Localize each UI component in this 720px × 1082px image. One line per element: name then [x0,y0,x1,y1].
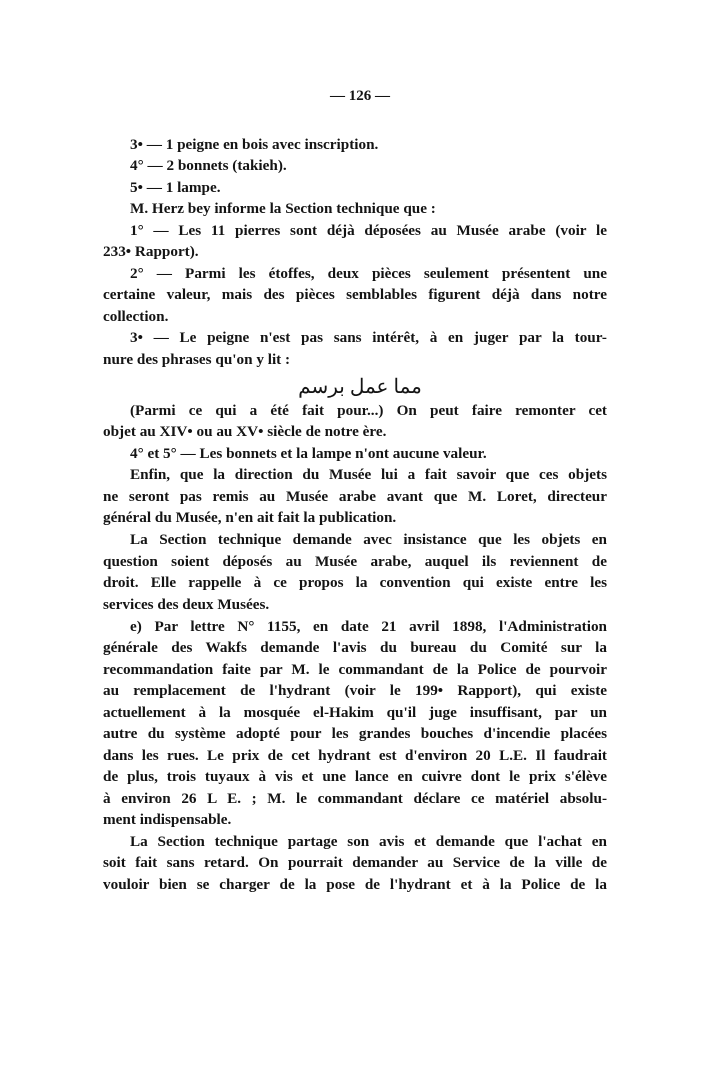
text-line: La Section technique partage son avis et demande que l'achat en [130,833,607,850]
text-line: e) Par lettre N° 1155, en date 21 avril 1898, l'Administration [130,618,607,635]
text-line: autre du système adopté pour les grandes bouches d'incendie placées [103,725,607,742]
text-line: nure des phrases qu'on y lit : [103,351,291,368]
text-line: certaine valeur, mais des pièces semblables figurent déjà dans notre [103,286,607,303]
page-number: — 126 — [330,88,390,104]
text-line: (Parmi ce qui a été fait pour...) On peut faire remonter cet [130,402,607,419]
text-line: objet au XIV• ou au XV• siècle de notre ère. [103,423,387,440]
text-line: à environ 26 L E. ; M. le commandant déclare ce matériel absolu- [103,790,607,807]
text-line: Enfin, que la direction du Musée lui a fait savoir que ces objets [130,466,607,483]
text-line: vouloir bien se charger de la pose de l'hydrant et à la Police de la [103,876,607,893]
text-line: services des deux Musées. [103,596,270,613]
text-line: 233• Rapport). [103,243,199,260]
text-line: 4° et 5° — Les bonnets et la lampe n'ont aucune valeur. [130,445,487,462]
text-line: ment indispensable. [103,811,232,828]
text-line: droit. Elle rappelle à ce propos la convention qui existe entre les [103,574,607,591]
text-line: 2° — Parmi les étoffes, deux pièces seulement présentent une [130,265,607,282]
text-line: question soient déposés au Musée arabe, auquel ils reviennent de [103,553,607,570]
text-line: au remplacement de l'hydrant (voir le 199• Rapport), qui existe [103,682,607,699]
text-line: 3• — Le peigne n'est pas sans intérêt, à en juger par la tour- [130,329,607,346]
text-line: générale des Wakfs demande l'avis du bureau du Comité sur la [103,639,607,656]
text-line: M. Herz bey informe la Section technique que : [130,200,436,217]
text-line: ne seront pas remis au Musée arabe avant que M. Loret, directeur [103,488,607,505]
text-line: collection. [103,308,169,325]
text-line: 3• — 1 peigne en bois avec inscription. [130,136,379,153]
text-line: 1° — Les 11 pierres sont déjà déposées au Musée arabe (voir le [130,222,607,239]
text-line: dans les rues. Le prix de cet hydrant est d'environ 20 L.E. Il faudrait [103,747,607,764]
text-line: 5• — 1 lampe. [130,179,221,196]
text-line: général du Musée, n'en ait fait la publication. [103,509,397,526]
text-line: soit fait sans retard. On pourrait demander au Service de la ville de [103,854,607,871]
text-line: La Section technique demande avec insistance que les objets en [130,531,607,548]
text-line: recommandation faite par M. le commandant de la Police de pourvoir [103,661,607,678]
text-line: actuellement à la mosquée el-Hakim qu'il juge insuffisant, par un [103,704,607,721]
arabic-inscription: مما عمل برسم [298,376,422,398]
text-line: de plus, trois tuyaux à vis et une lance en cuivre dont le prix s'élève [103,768,607,785]
text-line: 4° — 2 bonnets (takieh). [130,157,287,174]
